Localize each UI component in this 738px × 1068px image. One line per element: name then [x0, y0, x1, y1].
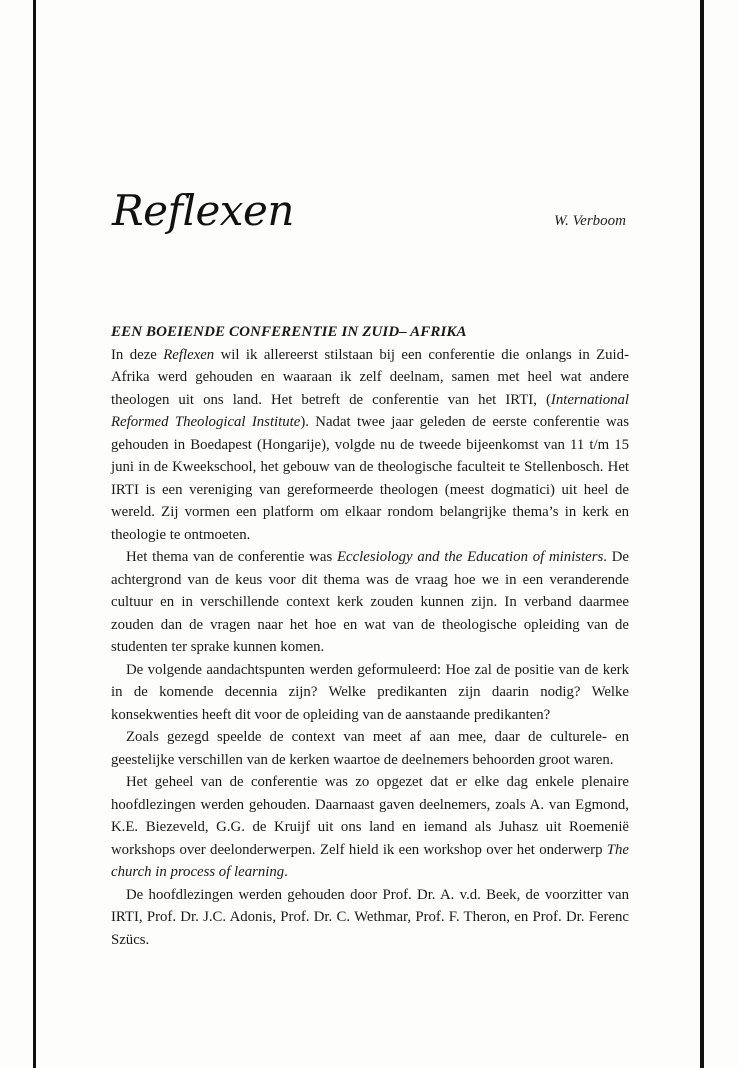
text-run: wil ik allereerst stilstaan bij een conferentie die onlangs in Zuid-Afrika werd gehouden en waaraan ik zelf deelnam, samen met heel wat andere theologen uit ons land. Het betreft de conferentie van het IRTI, ( — [111, 346, 629, 408]
paragraph-1 — [111, 344, 629, 547]
text-run: Het geheel van de conferentie was zo opgezet dat er elke dag enkele plenaire hoofdlezingen werden gehouden. Daarnaast gaven deelnemers, zoals A. van Egmond, K.E. Biezeveld, G.G. de Kruijf uit ons land en iemand als Juhasz uit Roemenië workshops over deelonderwerpen. Zelf hield ik een workshop over het onderwerp — [111, 774, 629, 858]
article-body — [111, 321, 629, 951]
paragraph-5 — [111, 771, 629, 884]
text-run: Het thema van de conferentie was — [126, 549, 337, 565]
scan-edge-left — [33, 0, 36, 1068]
paragraph-2 — [111, 546, 629, 659]
text-run: In deze — [111, 346, 164, 363]
italic-term: The church in process of learning — [111, 841, 629, 880]
paragraph-6: De hoofdlezingen werden gehouden door Prof. Dr. A. v.d. Beek, de voorzitter van IRTI, Prof. Dr. J.C. Adonis, Prof. Dr. C. Wethmar, Prof. F. Theron, en Prof. Dr. Ferenc Szücs. — [111, 886, 629, 948]
paragraph-4: Zoals gezegd speelde de context van meet af aan mee, daar de culturele- en geestelijke verschillen van de kerken waartoe de deelnemers behoorden groot waren. — [111, 729, 629, 768]
article-heading: EEN BOEIENDE CONFERENTIE IN ZUID– AFRIKA — [111, 324, 467, 340]
text-run: . — [284, 864, 288, 880]
text-run: ). Nadat twee jaar geleden de eerste conferentie was gehouden in Boedapest (Hongarije), volgde nu de tweede bijeenkomst van 11 t/m 15 juni in de Kweekschool, het gebouw van de theologische faculteit te Stellenbosch. Het IRTI is een vereniging van gereformeerde theologen (meest dogmatici) uit heel de wereld. Zij vormen een platform om elkaar rondom belangrijke thema’s in kerk en theologie te ontmoeten. — [111, 414, 630, 543]
paragraph-3: De volgende aandachtspunten werden geformuleerd: Hoe zal de positie van de kerk in de komende decennia zijn? Welke predikanten zijn daarin nodig? Welke konsekwenties heeft dit voor de opleiding van de aanstaande predikanten? — [111, 661, 629, 723]
italic-term: Ecclesiology and the Education of ministers — [336, 549, 604, 565]
section-title: Reflexen — [112, 186, 294, 235]
scan-edge-right — [700, 0, 704, 1068]
text-run: . De achtergrond van de keus voor dit thema was de vraag hoe we in een veranderende cultuur en in verschillende context kerk zouden kunnen zijn. In verband daarmee zouden dan de vragen naar het hoe en wat van de theologische opleiding van de studenten ter sprake kunnen komen. — [111, 549, 629, 655]
italic-term: Reflexen — [163, 346, 215, 363]
author-name: W. Verboom — [554, 213, 626, 229]
italic-term: International Reformed Theological Institute — [111, 391, 629, 430]
